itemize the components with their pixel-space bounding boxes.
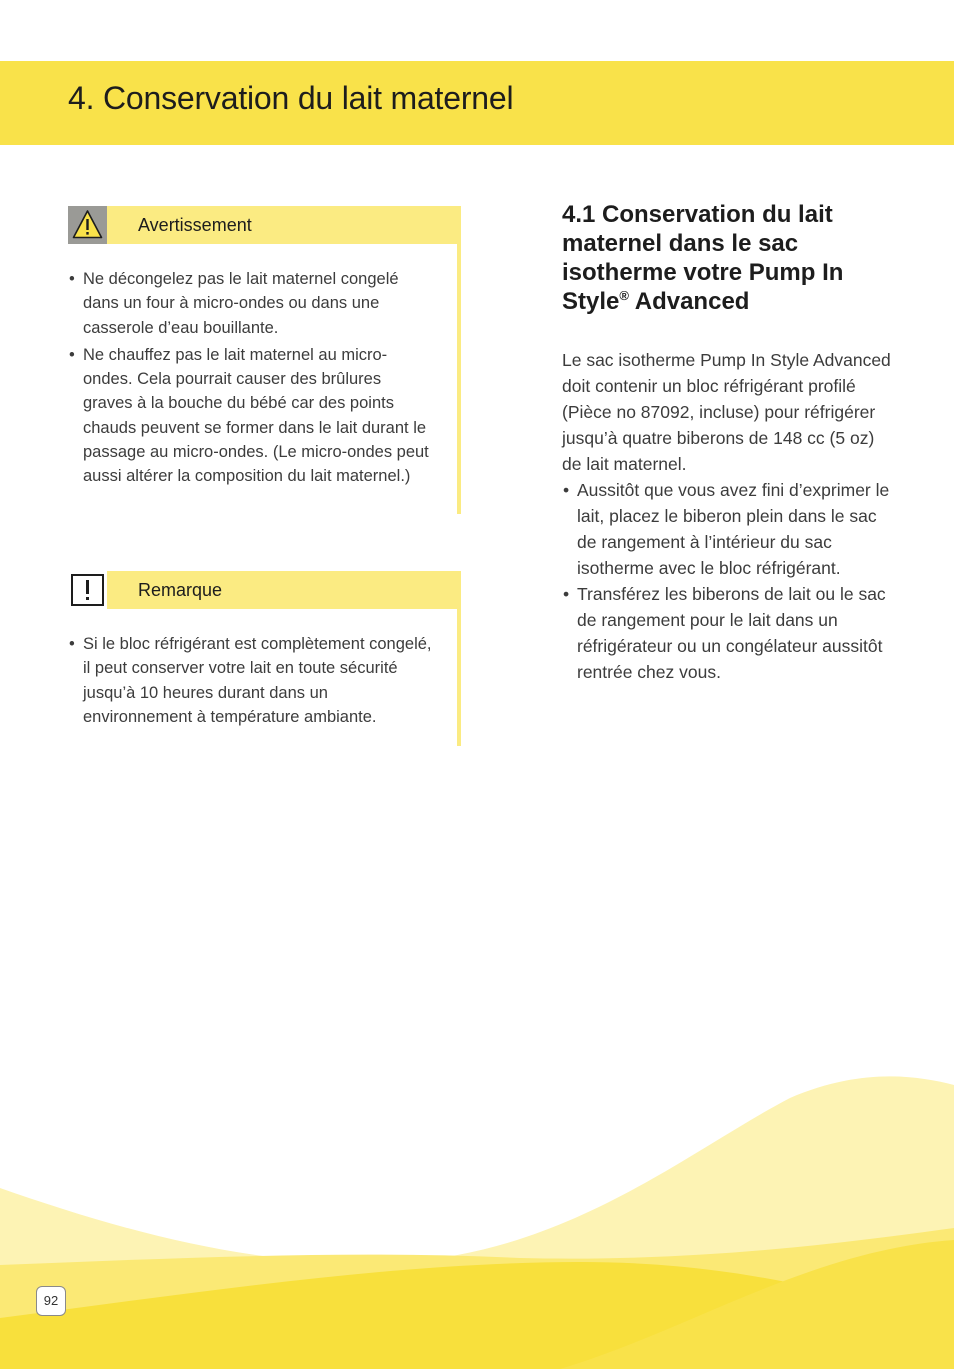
section-intro: Le sac isotherme Pump In Style Advanced doit contenir un bloc réfrigérant profilé (Pièce no 87092, incluse) pour réfrigérer jusqu’à quatre biberons de 148 cc (5 oz) de lait maternel. xyxy=(562,350,891,474)
list-item: • Transférez les biberons de lait ou le sac de rangement pour le lait dans un réfrigérateur ou un congélateur aussitôt rentrée chez vous. xyxy=(562,581,892,685)
warning-list xyxy=(68,267,433,489)
list-item: • Aussitôt que vous avez fini d’exprimer le lait, placez le biberon plein dans le sac de rangement à l’intérieur du sac isotherme avec le bloc réfrigérant. xyxy=(562,477,892,581)
note-list xyxy=(68,632,433,729)
list-item: • Si le bloc réfrigérant est complètement congelé, il peut conserver votre lait en toute sécurité jusqu’à 10 heures durant dans un environnement à température ambiante. xyxy=(68,632,433,729)
section-body xyxy=(562,347,892,685)
section-heading-main: 4.1 Conservation du lait maternel dans le sac isotherme votre Pump In Style xyxy=(562,201,844,315)
warning-label: Avertissement xyxy=(138,215,252,235)
warning-rule xyxy=(457,244,461,514)
section-heading xyxy=(562,200,892,316)
registered-mark: ® xyxy=(619,288,629,303)
warning-header xyxy=(68,206,461,244)
page-number: 92 xyxy=(36,1286,66,1316)
note-label: Remarque xyxy=(138,580,223,600)
list-item: • Ne chauffez pas le lait maternel au micro-ondes. Cela pourrait causer des brûlures graves à la bouche du bébé car des points chauds peuvent se former dans le lait durant le passage au micro-ondes. (Le micro-ondes peut aussi altérer la composition du lait maternel.) xyxy=(68,343,433,489)
warning-triangle-icon xyxy=(68,206,107,244)
section-list xyxy=(562,477,892,685)
page-title: 4. Conservation du lait maternel xyxy=(68,80,514,116)
note-rule xyxy=(457,609,461,746)
section-heading-tail: Advanced xyxy=(628,288,750,315)
note-header xyxy=(68,571,461,609)
exclamation-icon xyxy=(68,571,107,609)
list-item: • Ne décongelez pas le lait maternel congelé dans un four à micro-ondes ou dans une casserole d’eau bouillante. xyxy=(68,267,433,340)
